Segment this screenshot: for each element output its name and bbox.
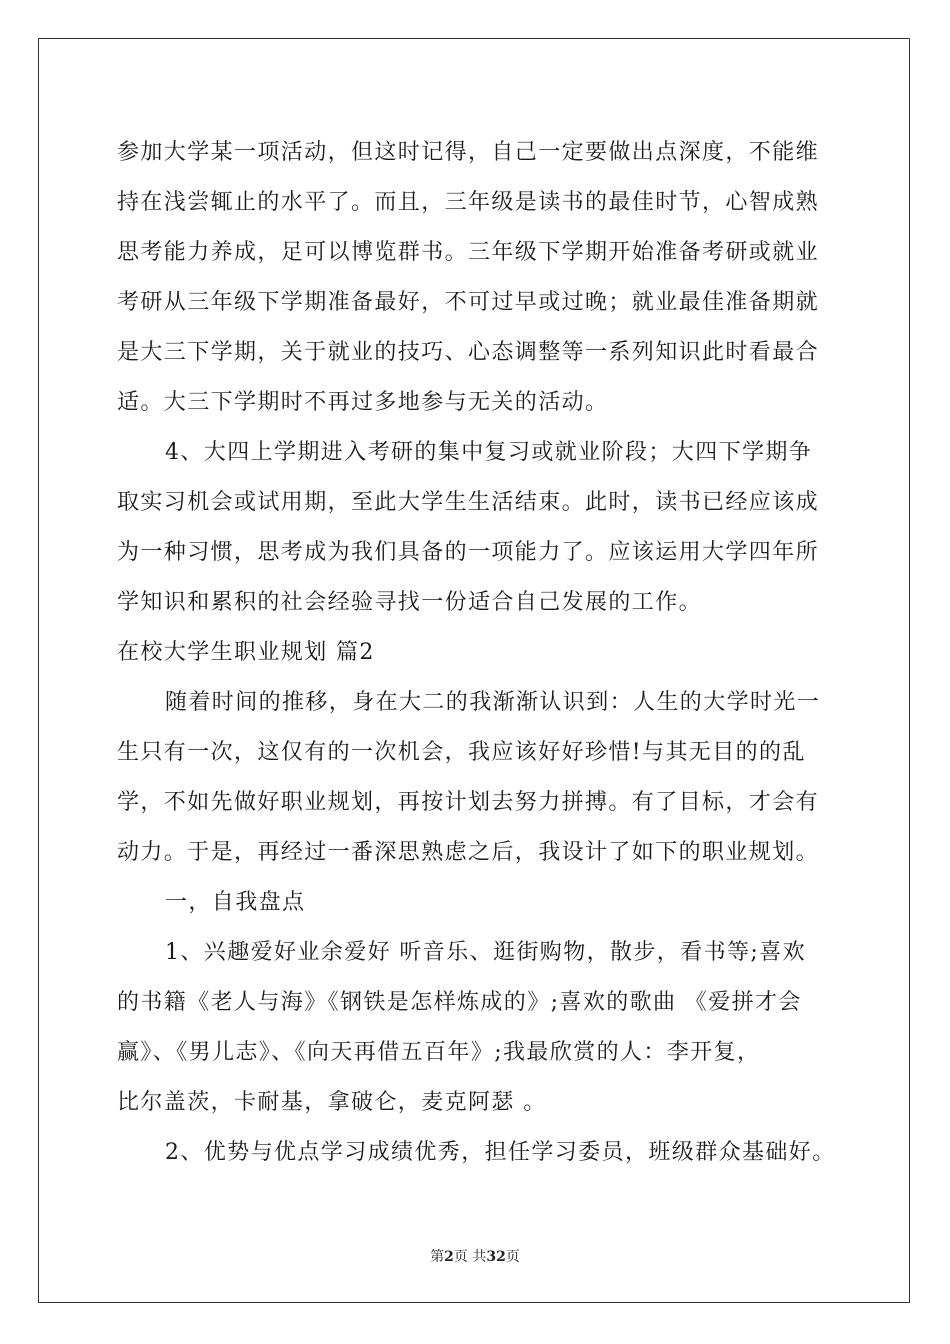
section-heading: 在校大学生职业规划 篇2 (117, 640, 375, 665)
text-line: 学，不如先做好职业规划，再按计划去努力拼搏。有了目标，才会有 (117, 790, 820, 815)
text-line: 参加大学某一项活动，但这时记得，自己一定要做出点深度，不能维 (117, 140, 820, 165)
footer-middle: 页 共 (453, 1249, 487, 1265)
text-line: 取实习机会或试用期，至此大学生生活结束。此时，读书已经应该成 (117, 490, 820, 515)
page-footer (0, 1246, 950, 1266)
text-line: 为一种习惯，思考成为我们具备的一项能力了。应该运用大学四年所 (117, 540, 820, 565)
text-line: 思考能力养成，足可以博览群书。三年级下学期开始准备考研或就业 (117, 240, 820, 265)
text-line: 动力。于是，再经过一番深思熟虑之后，我设计了如下的职业规划。 (117, 840, 820, 865)
text-line: 赢》、《男儿志》、《向天再借五百年》;我最欣赏的人：李开复， (117, 1040, 761, 1065)
text-line: 随着时间的推移，身在大二的我渐渐认识到：人生的大学时光一 (165, 690, 821, 715)
text-line: 生只有一次，这仅有的一次机会，我应该好好珍惜!与其无目的的乱 (117, 740, 806, 765)
text-line: 考研从三年级下学期准备最好，不可过早或过晚；就业最佳准备期就 (117, 290, 820, 315)
total-page-count: 32 (486, 1249, 506, 1265)
subsection-heading: 一，自我盘点 (165, 890, 306, 915)
text-line: 比尔盖茨，卡耐基，拿破仑，麦克阿瑟 。 (117, 1090, 547, 1115)
text-line: 持在浅尝辄止的水平了。而且，三年级是读书的最佳时节，心智成熟 (117, 190, 820, 215)
document-body (117, 128, 847, 1178)
text-line: 适。大三下学期时不再过多地参与无关的活动。 (117, 390, 609, 415)
text-line: 学知识和累积的社会经验寻找一份适合自己发展的工作。 (117, 590, 703, 615)
text-line: 4、大四上学期进入考研的集中复习或就业阶段；大四下学期争 (165, 440, 813, 465)
footer-prefix: 第 (430, 1249, 445, 1265)
footer-suffix: 页 (505, 1249, 520, 1265)
text-line: 1、兴趣爱好业余爱好 听音乐、逛街购物，散步，看书等;喜欢 (165, 940, 807, 965)
current-page-number: 2 (444, 1249, 454, 1265)
text-line: 是大三下学期，关于就业的技巧、心态调整等一系列知识此时看最合 (117, 340, 820, 365)
text-line: 2、优势与优点学习成绩优秀，担任学习委员，班级群众基础好。 (165, 1140, 836, 1165)
text-line: 的书籍《老人与海》《钢铁是怎样炼成的》;喜欢的歌曲 《爱拼才会 (117, 990, 802, 1015)
